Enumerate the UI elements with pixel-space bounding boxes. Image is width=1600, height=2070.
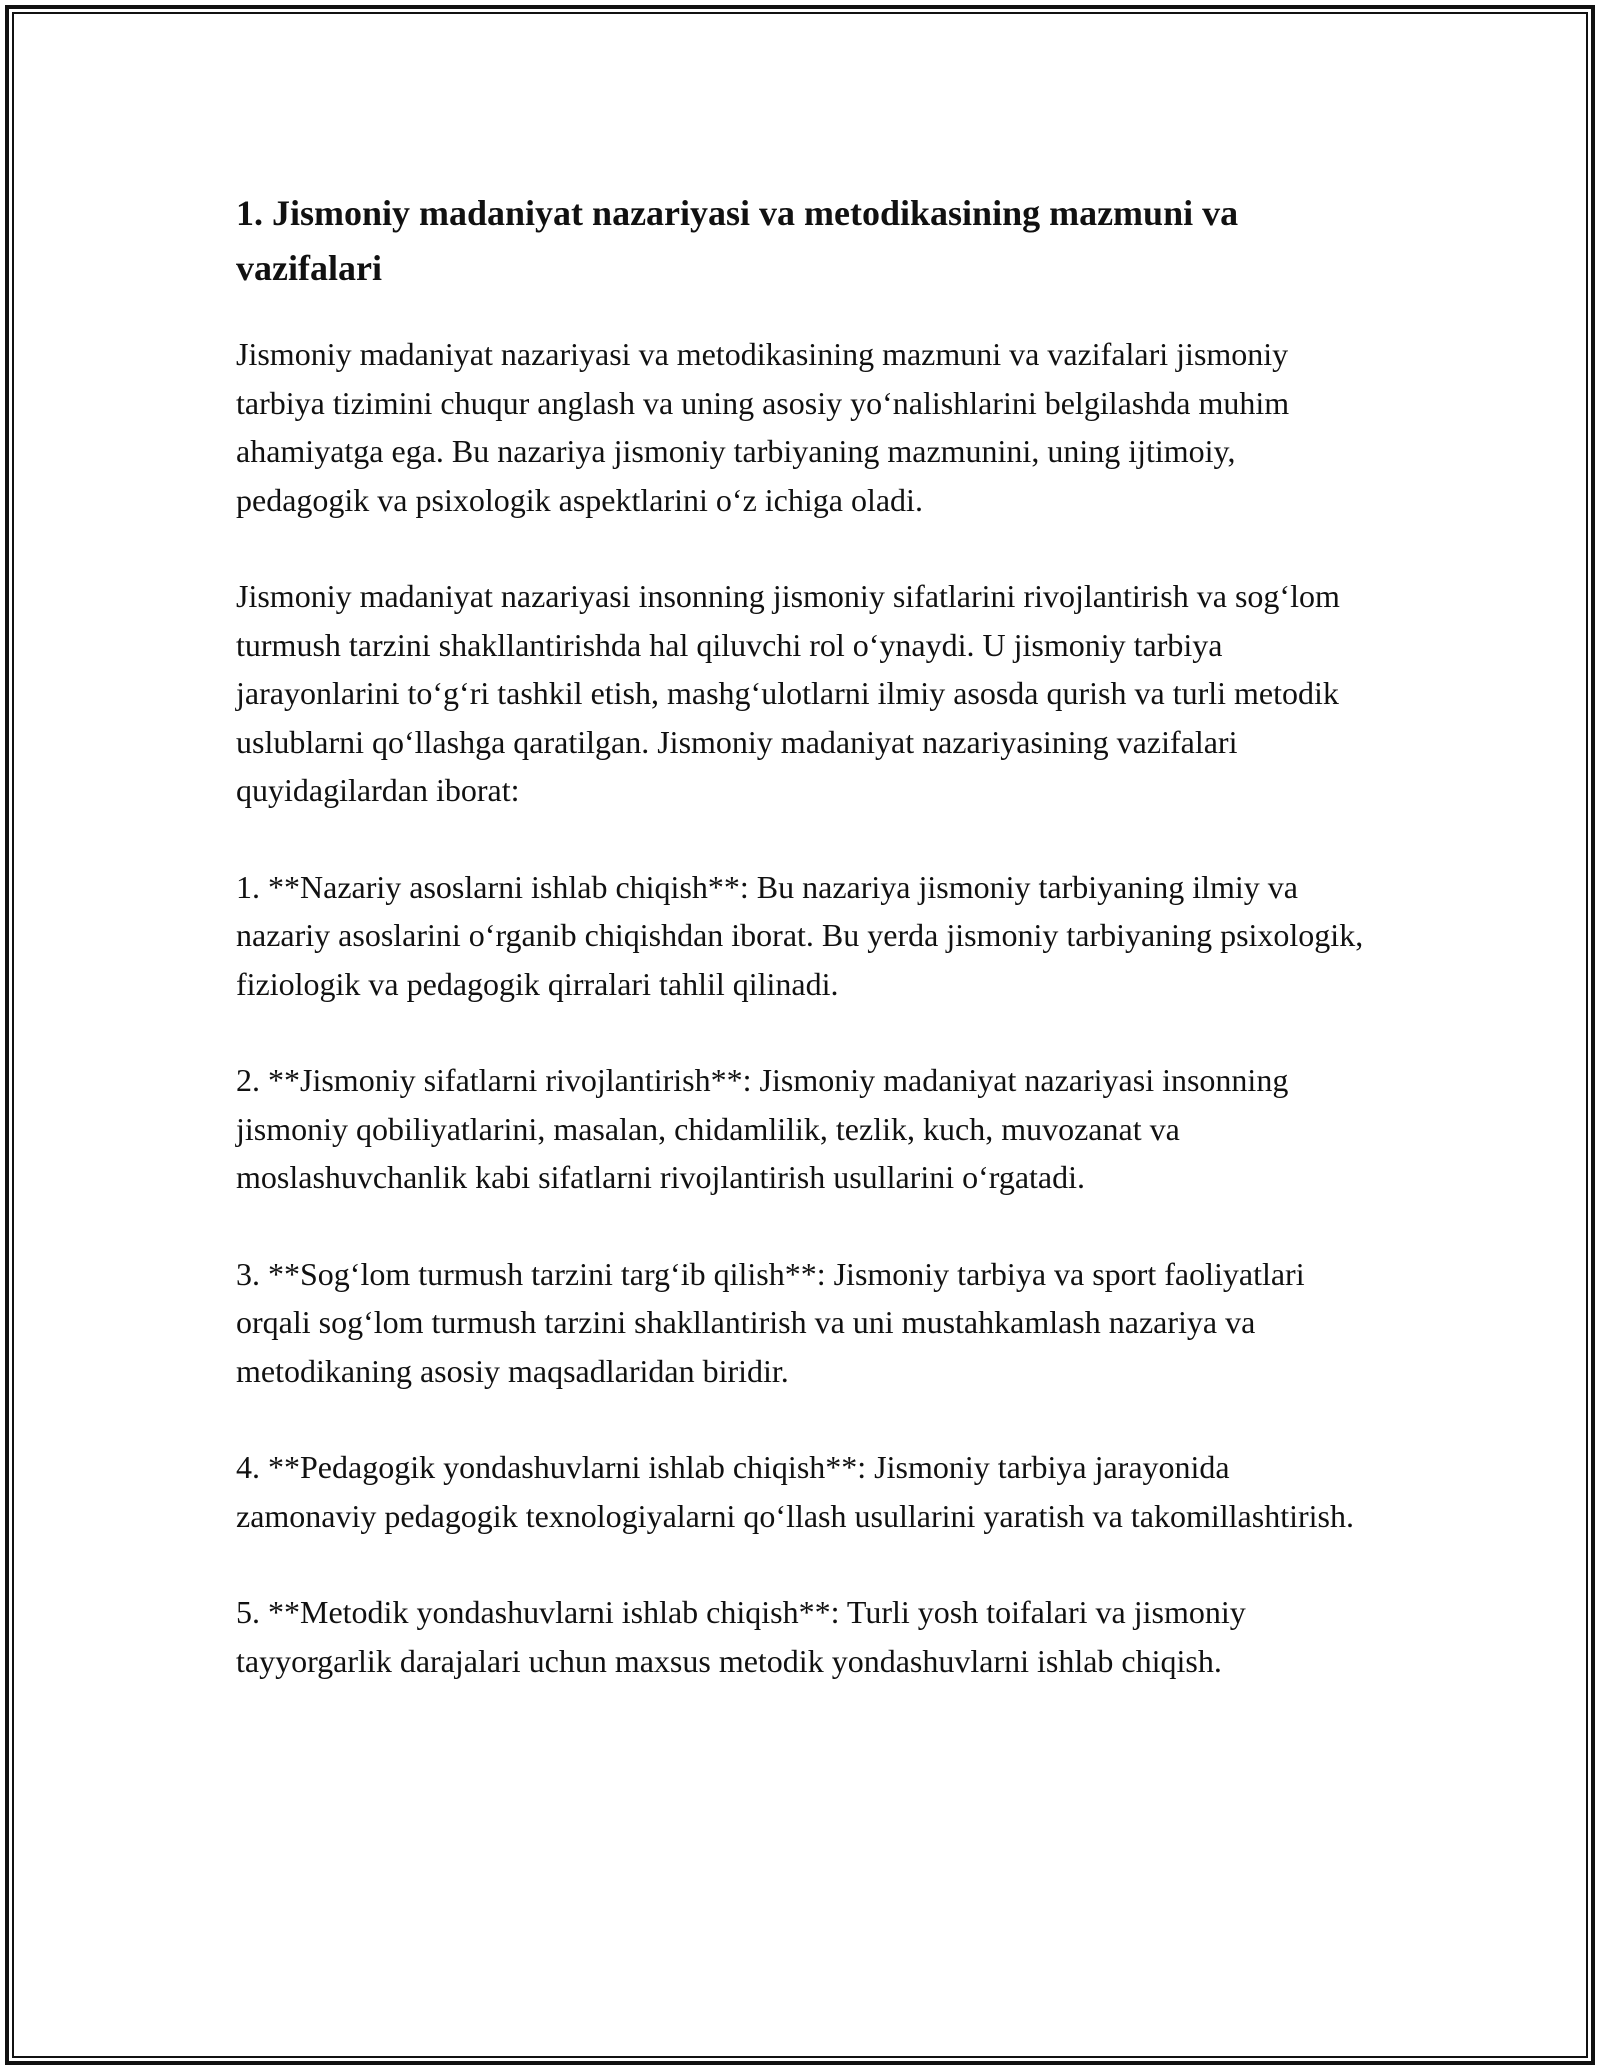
document-body	[236, 186, 1366, 1733]
task-item-1: 1. **Nazariy asoslarni ishlab chiqish**: Bu nazariya jismoniy tarbiyaning ilmiy va nazariy asoslarini o‘rganib chiqishdan iborat. Bu yerda jismoniy tarbiyaning psixologik, fiziologik va pedagogik qirralari tahlil qilinadi.	[236, 868, 1364, 1002]
intro-paragraph: Jismoniy madaniyat nazariyasi va metodikasining mazmuni va vazifalari jismoniy tarbiya tizimini chuqur anglash va uning asosiy yo‘nalishlarini belgilashda muhim ahamiyatga ega. Bu nazariya jismoniy tarbiyaning mazmunini, uning ijtimoiy, pedagogik va psixologik aspektlarini o‘z ichiga oladi.	[236, 336, 1290, 518]
task-item-2: 2. **Jismoniy sifatlarni rivojlantirish**: Jismoniy madaniyat nazariyasi insonning jismoniy qobiliyatlarini, masalan, chidamlilik, tezlik, kuch, muvozanat va moslashuvchanlik kabi sifatlarni rivojlantirish usullarini o‘rgatadi.	[236, 1062, 1289, 1195]
task-item-3: 3. **Sog‘lom turmush tarzini targ‘ib qilish**: Jismoniy tarbiya va sport faoliyatlari orqali sog‘lom turmush tarzini shakllantirish va uni mustahkamlash nazariya va metodikaning asosiy maqsadlaridan biridir.	[236, 1255, 1305, 1389]
tasks-intro-paragraph: Jismoniy madaniyat nazariyasi insonning jismoniy sifatlarini rivojlantirish va sog‘lom turmush tarzini shakllantirishda hal qiluvchi rol o‘ynaydi. U jismoniy tarbiya jarayonlarini to‘g‘ri tashkil etish, mashg‘ulotlarni ilmiy asosda qurish va turli metodik uslublarni qo‘llashga qaratilgan. Jismoniy madaniyat nazariyasining vazifalari quyidagilardan iborat:	[236, 578, 1340, 808]
task-item-4: 4. **Pedagogik yondashuvlarni ishlab chiqish**: Jismoniy tarbiya jarayonida zamonaviy pedagogik texnologiyalarni qo‘llash usullarini yaratish va takomillashtirish.	[236, 1449, 1354, 1534]
task-item-5: 5. **Metodik yondashuvlarni ishlab chiqish**: Turli yosh toifalari va jismoniy tayyorgarlik darajalari uchun maxsus metodik yondashuvlarni ishlab chiqish.	[236, 1594, 1246, 1679]
section-heading: 1. Jismoniy madaniyat nazariyasi va metodikasining mazmuni va vazifalari	[236, 193, 1239, 288]
